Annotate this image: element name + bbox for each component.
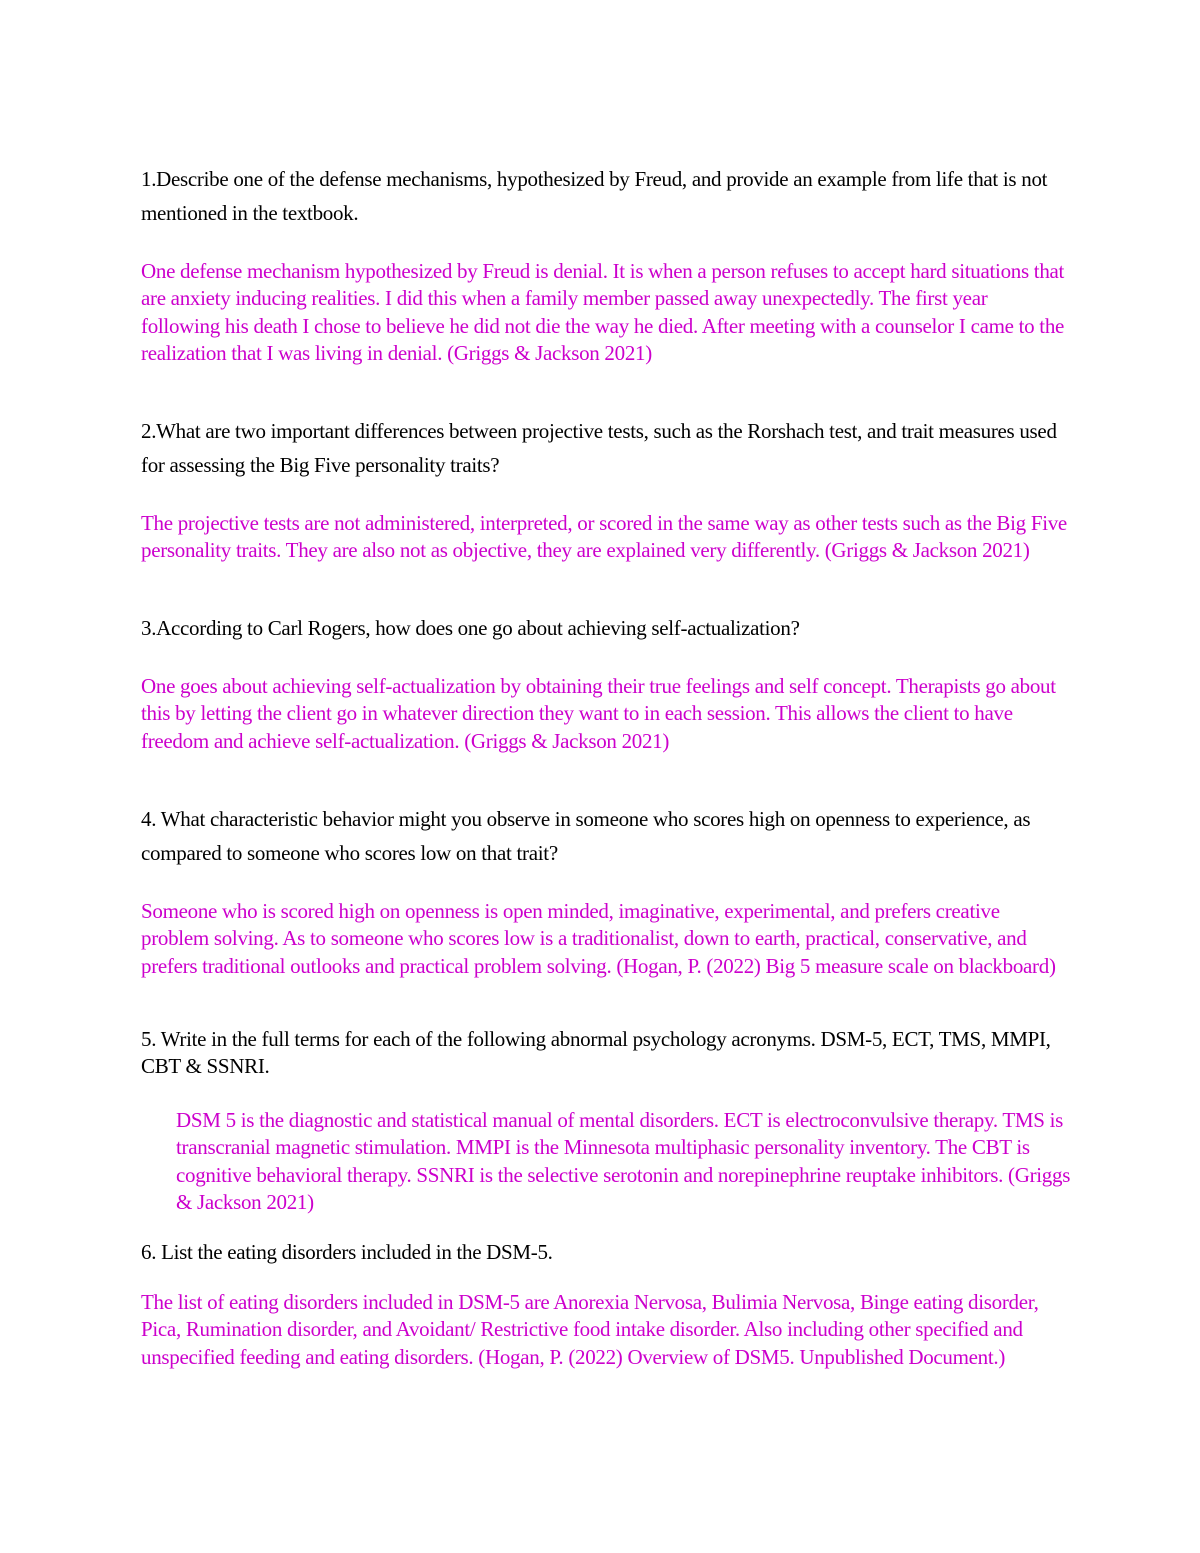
answer-1: One defense mechanism hypothesized by Freud is denial. It is when a person refuses to accept hard situations that are anxiety inducing realities. I did this when a family member passed away unexpectedly. The first year following his death I chose to believe he did not die the way he died. After meeting with a counselor I came to the realization that I was living in denial. (Griggs & Jackson 2021) [141, 259, 1065, 365]
question-6: 6. List the eating disorders included in the DSM-5. [141, 1240, 553, 1264]
answer-4: Someone who is scored high on openness is open minded, imaginative, experimental, and prefers creative problem solving. As to someone who scores low is a traditionalist, down to earth, practical, conservative, and prefers traditional outlooks and practical problem solving. (Hogan, P. (2022) Big 5 measure scale on blackboard) [141, 899, 1056, 978]
answer-2: The projective tests are not administered, interpreted, or scored in the same way as other tests such as the Big Five personality traits. They are also not as objective, they are explained very differently. (Griggs & Jackson 2021) [141, 511, 1067, 563]
question-1: 1.Describe one of the defense mechanisms, hypothesized by Freud, and provide an example from life that is not mentioned in the textbook. [141, 167, 1048, 225]
question-2: 2.What are two important differences between projective tests, such as the Rorshach test, and trait measures used for assessing the Big Five personality traits? [141, 419, 1057, 477]
question-4: 4. What characteristic behavior might you observe in someone who scores high on openness to experience, as compared to someone who scores low on that trait? [141, 807, 1031, 865]
answer-5: DSM 5 is the diagnostic and statistical manual of mental disorders. ECT is electroconvulsive therapy. TMS is transcranial magnetic stimulation. MMPI is the Minnesota multiphasic personality inventory. The CBT is cognitive behavioral therapy. SSNRI is the selective serotonin and norepinephrine reuptake inhibitors. (Griggs & Jackson 2021) [176, 1108, 1071, 1214]
question-5: 5. Write in the full terms for each of the following abnormal psychology acronyms. DSM-5, ECT, TMS, MMPI, CBT & SSNRI. [141, 1027, 1051, 1079]
answer-6: The list of eating disorders included in DSM-5 are Anorexia Nervosa, Bulimia Nervosa, Binge eating disorder, Pica, Rumination disorder, and Avoidant/ Restrictive food intake disorder. Also including other specified and unspecified feeding and eating disorders. (Hogan, P. (2022) Overview of DSM5. Unpublished Document.) [141, 1290, 1039, 1369]
answer-3: One goes about achieving self-actualization by obtaining their true feelings and self concept. Therapists go about this by letting the client go in whatever direction they want to in each session. This allows the client to have freedom and achieve self-actualization. (Griggs & Jackson 2021) [141, 674, 1056, 753]
question-3: 3.According to Carl Rogers, how does one go about achieving self-actualization? [141, 616, 800, 640]
